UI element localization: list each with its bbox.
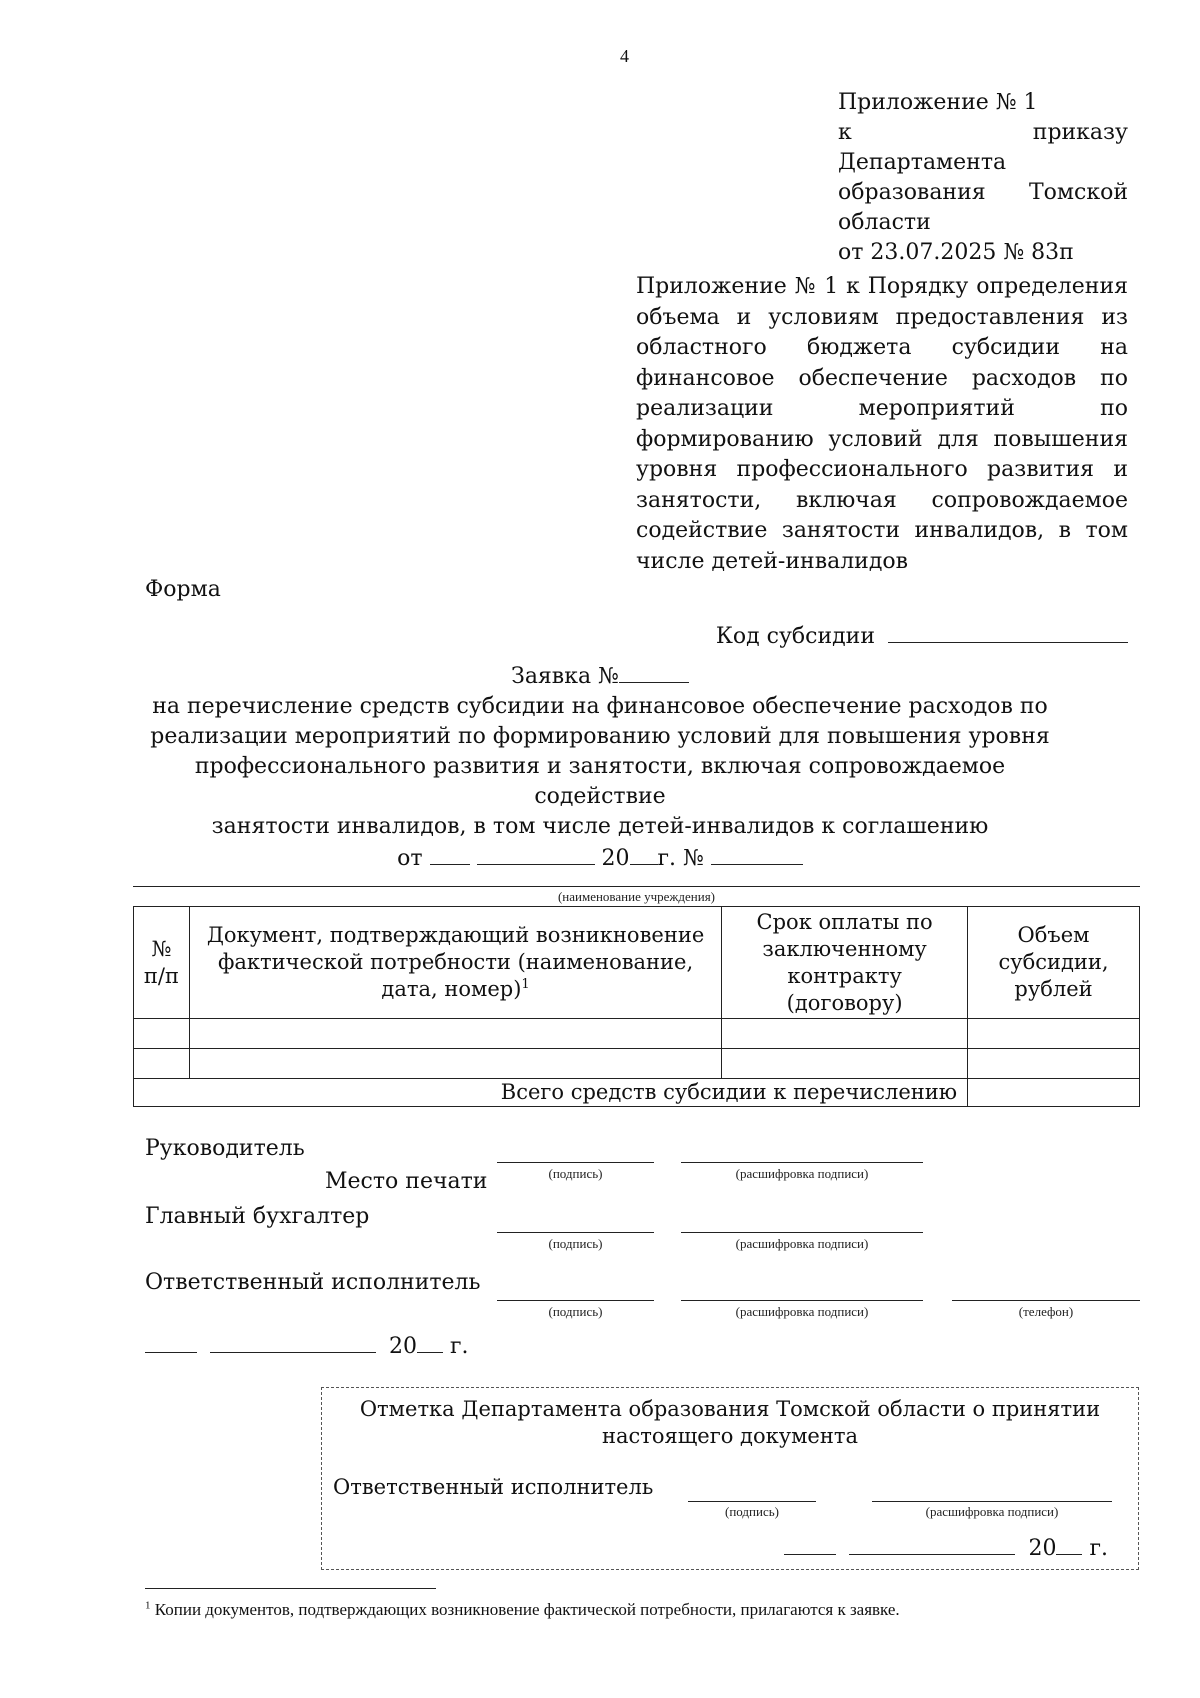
signing-date-line — [145, 1330, 469, 1359]
annex-procedure-line: объема и условиям предоставления из — [636, 304, 1128, 330]
annex-procedure-line: Приложение № 1 к Порядку определения — [636, 274, 1128, 299]
annex-procedure-line: реализации мероприятий по — [636, 396, 1128, 421]
annex-procedure-line: содействие занятости инвалидов, в том — [636, 518, 1128, 543]
accountant-decoding-line[interactable] — [681, 1232, 923, 1233]
chief-accountant-label: Главный бухгалтер — [145, 1204, 370, 1229]
signing-day-field[interactable] — [145, 1330, 197, 1353]
seal-place-label: Место печати — [325, 1169, 488, 1194]
annex-line: области — [838, 210, 931, 235]
column-header-payment-term: Срок оплаты по заключенному контракту (договору) — [722, 907, 968, 1019]
decoding-caption: (расшифровка подписи) — [735, 1236, 869, 1251]
year-suffix: г. — [1089, 1536, 1108, 1561]
decoding-caption: (расшифровка подписи) — [735, 1304, 869, 1319]
annex-line: образования Томской — [838, 180, 1128, 205]
year-prefix: 20 — [389, 1334, 417, 1359]
column-header-number: № п/п — [134, 907, 190, 1019]
documents-table — [133, 906, 1140, 1107]
acceptance-day-field[interactable] — [784, 1532, 836, 1555]
application-title-text: Заявка № — [511, 664, 619, 689]
department-acceptance-box — [321, 1387, 1139, 1570]
annex-procedure-line: занятости, включая сопровождаемое — [636, 487, 1128, 513]
footnote-separator — [145, 1588, 436, 1589]
acceptance-title-line: настоящего документа — [601, 1424, 858, 1448]
total-label: Всего средств субсидии к перечислению — [134, 1079, 968, 1107]
year-suffix: г. — [450, 1334, 469, 1359]
footnote — [145, 1600, 900, 1620]
acceptance-date-line — [784, 1532, 1108, 1564]
executor-signature-line[interactable] — [497, 1300, 654, 1301]
table-cell[interactable] — [722, 1049, 968, 1079]
acceptance-title-line: Отметка Департамента образования Томской области о принятии — [359, 1397, 1101, 1421]
table-cell[interactable] — [134, 1049, 190, 1079]
page-number: 4 — [620, 46, 629, 66]
column-header-subsidy-amount: Объем субсидии, рублей — [968, 907, 1140, 1019]
annex-procedure-line: областного бюджета субсидии на — [636, 335, 1128, 360]
acceptance-year-field[interactable] — [1056, 1532, 1082, 1555]
decoding-caption: (расшифровка подписи) — [735, 1166, 869, 1181]
accountant-signature-line[interactable] — [497, 1232, 654, 1233]
annex-procedure-line: уровня профессионального развития и — [636, 457, 1128, 482]
table-header-row — [134, 907, 1140, 1019]
table-cell[interactable] — [722, 1019, 968, 1049]
subsidy-code-label: Код субсидии — [715, 624, 875, 649]
agreement-number-prefix: г. № — [657, 846, 704, 871]
annex-line: Приложение № 1 — [838, 90, 1038, 115]
executor-decoding-line[interactable] — [681, 1300, 923, 1301]
date-prefix: от — [397, 846, 423, 871]
table-cell[interactable] — [968, 1049, 1140, 1079]
acceptance-month-field[interactable] — [849, 1532, 1015, 1555]
application-number-field[interactable] — [619, 660, 689, 683]
annex-line: от 23.07.2025 № 83п — [838, 240, 1074, 265]
annex-procedure-line: формированию условий для повышения — [636, 426, 1128, 452]
organization-name-caption: (наименование учреждения) — [557, 889, 716, 904]
annex-line: к приказу Департамента — [838, 120, 1128, 175]
signature-caption: (подпись) — [548, 1304, 603, 1319]
agreement-day-field[interactable] — [430, 842, 470, 865]
subsidy-code-field[interactable] — [888, 620, 1128, 643]
table-row — [134, 1019, 1140, 1049]
signing-year-field[interactable] — [417, 1330, 443, 1353]
column-header-document: Документ, подтверждающий возникновение фактической потребности (наименование, дата, номер)$^1$ — [189, 907, 721, 1019]
year-prefix: 20 — [1028, 1536, 1057, 1561]
signing-month-field[interactable] — [210, 1330, 376, 1353]
table-row — [134, 1049, 1140, 1079]
footnote-marker: 1 — [521, 977, 530, 992]
acceptance-decoding-line[interactable] — [872, 1501, 1112, 1502]
decoding-caption: (расшифровка подписи) — [925, 1504, 1059, 1519]
phone-caption: (телефон) — [1018, 1304, 1074, 1319]
acceptance-executor-label: Ответственный исполнитель — [333, 1475, 654, 1499]
signature-caption: (подпись) — [548, 1166, 603, 1181]
agreement-month-field[interactable] — [477, 842, 595, 865]
table-cell[interactable] — [189, 1049, 721, 1079]
organization-name-line[interactable] — [133, 886, 1140, 887]
head-decoding-line[interactable] — [681, 1162, 923, 1163]
table-cell[interactable] — [189, 1019, 721, 1049]
acceptance-signature-line[interactable] — [688, 1501, 816, 1502]
application-purpose-line: занятости инвалидов, в том числе детей-инвалидов к соглашению — [211, 814, 989, 839]
application-title-block — [130, 660, 1070, 874]
agreement-date-line — [130, 842, 1070, 874]
total-amount-cell[interactable] — [968, 1079, 1140, 1107]
application-purpose-line: реализации мероприятий по формированию условий для повышения уровня — [150, 724, 1050, 749]
head-signature-line[interactable] — [497, 1162, 654, 1163]
application-purpose-line: на перечисление средств субсидии на финансовое обеспечение расходов по — [152, 694, 1048, 719]
head-label: Руководитель — [145, 1136, 305, 1161]
agreement-year-field[interactable] — [630, 842, 658, 865]
annex-procedure-line: финансовое обеспечение расходов по — [636, 365, 1128, 391]
table-total-row — [134, 1079, 1140, 1107]
executor-label: Ответственный исполнитель — [145, 1270, 481, 1295]
table-cell[interactable] — [968, 1019, 1140, 1049]
signature-caption: (подпись) — [548, 1236, 603, 1251]
annex-procedure-header — [636, 272, 1128, 577]
annex-order-header — [838, 88, 1128, 268]
executor-phone-line[interactable] — [952, 1300, 1140, 1301]
form-label: Форма — [145, 577, 221, 602]
application-title — [130, 660, 1070, 692]
table-cell[interactable] — [134, 1019, 190, 1049]
subsidy-code-row — [716, 620, 1128, 649]
footnote-marker: 1 — [145, 1599, 151, 1612]
footnote-text: Копии документов, подтверждающих возникновение фактической потребности, прилагаются к заявке. — [154, 1600, 900, 1619]
year-prefix: 20 — [601, 846, 630, 871]
annex-procedure-line: числе детей-инвалидов — [636, 548, 909, 574]
signature-caption: (подпись) — [725, 1504, 779, 1519]
agreement-number-field[interactable] — [711, 842, 803, 865]
application-purpose-line: профессионального развития и занятости, включая сопровождаемое содействие — [194, 754, 1006, 809]
